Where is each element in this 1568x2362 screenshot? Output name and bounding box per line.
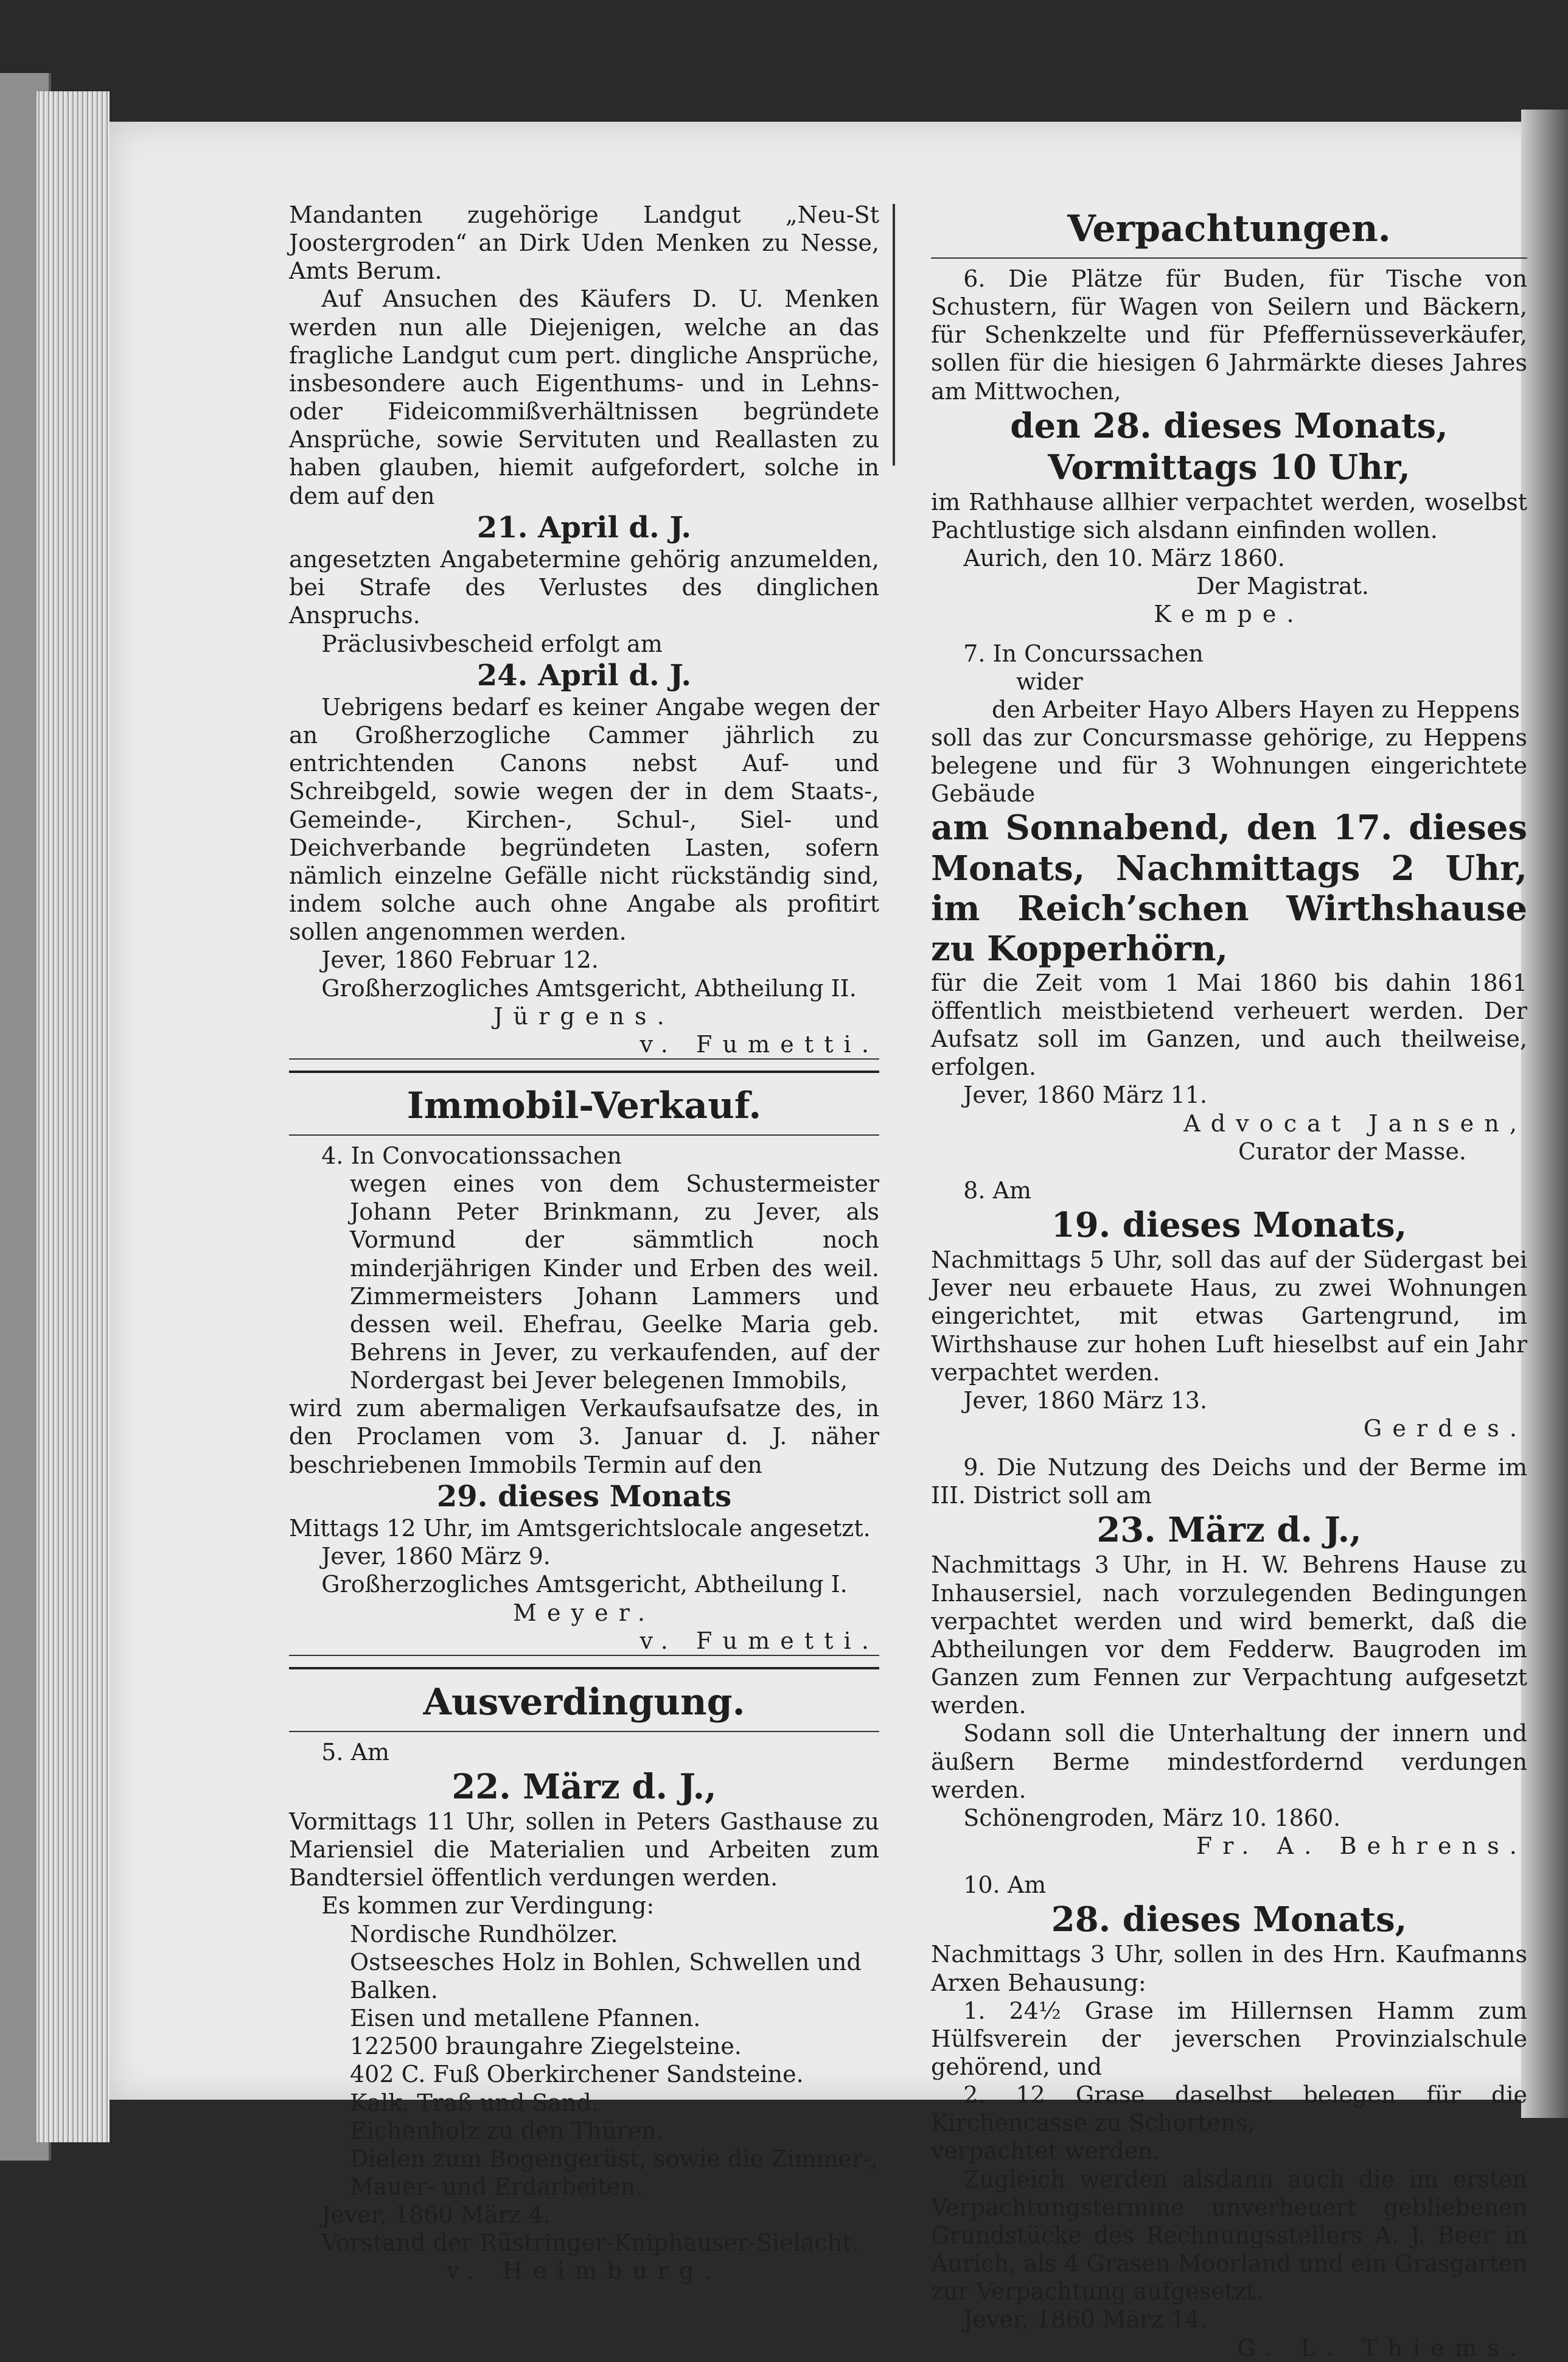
date-heading: 23. März d. J.,: [1096, 1510, 1362, 1551]
paragraph: Auf Ansuchen des Käufers D. U. Menken werden nun alle Diejenigen, welche an das fragliche Landgut cum pert. dingliche Ansprüche, insbesondere auch Eigenthums- und in Lehns- oder Fideicommißverhältnissen begründete Ansprüche, sowie Servituten und Reallasten zu haben glauben, hiemit aufgefordert, solche in dem auf den: [289, 285, 879, 509]
paragraph: wider: [1016, 668, 1083, 695]
paragraph: Sodann soll die Unterhaltung der innern und äußern Berme mindestfordernd verdungen werden.: [931, 1720, 1527, 1803]
paragraph: angesetzten Angabetermine gehörig anzumelden, bei Strafe des Verlustes des dinglichen Anspruchs.: [289, 546, 879, 629]
list-item: Dielen zum Bogengerüst, sowie die Zimmer-, Mauer- und Erdarbeiten.: [350, 2145, 879, 2200]
paragraph: verpachtet werden.: [931, 2137, 1160, 2165]
materials-list: [289, 1920, 879, 2201]
section-heading: Ausverdingung.: [423, 1680, 745, 1724]
paragraph: 7. In Concurssachen: [963, 640, 1204, 667]
signature: v. Fumetti.: [289, 1030, 879, 1060]
paragraph: Es kommen zur Verdingung:: [321, 1892, 655, 1920]
time-heading: Vormittags 10 Uhr,: [1048, 447, 1410, 487]
date-heading: 29. dieses Monats: [436, 1479, 732, 1514]
paragraph: den Arbeiter Hayo Albers Hayen zu Heppens: [992, 696, 1520, 723]
place-date: Jever, 1860 März 9.: [321, 1543, 551, 1570]
paragraph: wird zum abermaligen Verkaufsaufsatze des, in den Proclamen vom 3. Januar d. J. näher beschriebenen Immobils Termin auf den: [289, 1395, 879, 1478]
place-date: Jever, 1860 März 11.: [963, 1081, 1208, 1109]
heading-rule: [931, 257, 1527, 259]
heading-rule: [289, 1134, 879, 1136]
column-divider: [893, 204, 895, 466]
auction-heading: am Sonnabend, den 17. dieses Monats, Nachmittags 2 Uhr, im Reich’schen Wirthshause zu Kopperhörn,: [931, 808, 1527, 969]
date-heading: 28. dieses Monats,: [1051, 1899, 1407, 1940]
signature: v. Heimburg.: [446, 2257, 722, 2285]
date-heading: 19. dieses Monats,: [1051, 1205, 1407, 1246]
paragraph: Mandanten zugehörige Landgut „Neu-St Joostergroden“ an Dirk Uden Menken zu Nesse, Amts Berum.: [289, 201, 879, 285]
list-item: Kalk, Traß und Sand.: [350, 2089, 599, 2116]
authority: Großherzogliches Amtsgericht, Abtheilung II.: [321, 974, 857, 1002]
paragraph: Zugleich werden alsdann auch die im ersten Verpachtungstermine unverheuert gebliebenen Grundstücke des Rechnungsstellers A. J. Beer in Aurich, als 4 Grasen Moorland und ein Grasgarten zur Verpachtung aufgesetzt.: [931, 2165, 1527, 2305]
paragraph: Mittags 12 Uhr, im Amtsgerichtslocale angesetzt.: [289, 1515, 871, 1542]
list-item: Eichenholz zu den Thüren.: [350, 2117, 664, 2144]
signature: Meyer.: [512, 1599, 656, 1626]
authority: Der Magistrat.: [1196, 573, 1369, 600]
authority: Vorstand der Rüstringer-Kniphauser-Sielacht.: [321, 2229, 859, 2257]
paragraph: Vormittags 11 Uhr, sollen in Peters Gasthause zu Mariensiel die Materialien und Arbeiten zum Bandtersiel öffentlich verdungen werden.: [289, 1808, 879, 1892]
paragraph: Nachmittags 5 Uhr, soll das auf der Südergast bei Jever neu erbauete Haus, zu zwei Wohnungen eingerichtet, mit etwas Gartengrund, im Wirthshause zur hohen Luft hieselbst auf ein Jahr verpachtet werden.: [931, 1246, 1527, 1386]
paragraph: soll das zur Concursmasse gehörige, zu Heppens belegene und für 3 Wohnungen eingerichtete Gebäude: [931, 724, 1527, 808]
section-rule: [289, 1071, 879, 1073]
paragraph: für die Zeit vom 1 Mai 1860 bis dahin 1861 öffentlich meistbietend verheuert werden. Der Aufsatz soll im Ganzen, und auch theilweise, erfolgen.: [931, 969, 1527, 1081]
place-date: Jever, 1860 Februar 12.: [321, 946, 599, 974]
section-rule: [289, 1667, 879, 1669]
place-date: Jever, 1860 März 4.: [321, 2201, 551, 2229]
left-column: [289, 201, 879, 2285]
paragraph: wegen eines von dem Schustermeister Johann Peter Brinkmann, zu Jever, als Vormund der sämmtlich noch minderjährigen Kinder und Erben des weil. Zimmermeisters Johann Lammers und dessen weil. Ehefrau, Geelke Maria geb. Behrens in Jever, zu verkaufenden, auf der Nordergast bei Jever belegenen Immobils,: [350, 1170, 879, 1394]
section-heading: Verpachtungen.: [1067, 208, 1391, 250]
place-date: Schönengroden, März 10. 1860.: [963, 1804, 1341, 1831]
signature: Kempe.: [1154, 601, 1305, 628]
place-date: Aurich, den 10. März 1860.: [963, 545, 1285, 572]
signature: Gerdes.: [1363, 1414, 1527, 1442]
page-edges: [37, 91, 110, 2142]
section-heading: Immobil-Verkauf.: [406, 1085, 762, 1127]
paragraph: Präclusivbescheid erfolgt am: [321, 630, 663, 657]
date-heading: 21. April d. J.: [476, 510, 692, 545]
place-date: Jever, 1860 März 14.: [963, 2306, 1208, 2333]
signature: Fr. A. Behrens.: [1196, 1833, 1527, 1860]
paragraph: Nachmittags 3 Uhr, sollen in des Hrn. Kaufmanns Arxen Behausung:: [931, 1941, 1527, 1996]
place-date: Jever, 1860 März 13.: [963, 1386, 1208, 1414]
right-column: [931, 201, 1527, 2362]
paragraph: 6. Die Plätze für Buden, für Tische von Schustern, für Wagen von Seilern und Bäckern, für Schenkzelte und für Pfeffernüsseverkäufer, sollen für die hiesigen 6 Jahrmärkte dieses Jahres am Mittwochen,: [931, 265, 1527, 405]
paragraph: 5. Am: [321, 1738, 389, 1766]
list-item: Nordische Rundhölzer.: [350, 1920, 618, 1948]
signature: G. L. Thiems.: [1237, 2334, 1527, 2361]
list-item: 2. 12 Grase daselbst belegen für die Kirchencasse zu Schortens,: [931, 2081, 1527, 2137]
gutter-shadow: [1521, 110, 1568, 2118]
paragraph: 9. Die Nutzung des Deichs und der Berme im III. District soll am: [931, 1454, 1527, 1509]
list-item: Eisen und metallene Pfannen.: [350, 2005, 701, 2032]
paragraph: Nachmittags 3 Uhr, in H. W. Behrens Hause zu Inhausersiel, nach vorzulegenden Bedingungen verpachtet werden und wird bemerkt, daß die Abtheilungen vor dem Fedderw. Baugroden im Ganzen zum Fennen zur Verpachtung aufgesetzt werden.: [931, 1551, 1527, 1719]
date-heading: den 28. dieses Monats,: [1010, 405, 1448, 446]
list-item: 1. 24½ Grase im Hillernsen Hamm zum Hülfsverein der jeverschen Provinzialschule gehörend, und: [931, 1997, 1527, 2081]
signature: Jürgens.: [493, 1002, 675, 1030]
signature: v. Fumetti.: [289, 1627, 879, 1656]
list-item: 402 C. Fuß Oberkirchener Sandsteine.: [350, 2061, 804, 2088]
heading-rule: [289, 1731, 879, 1732]
authority: Großherzogliches Amtsgericht, Abtheilung I.: [321, 1571, 848, 1598]
paragraph: 8. Am: [963, 1176, 1031, 1204]
paragraph: Uebrigens bedarf es keiner Angabe wegen der an Großherzogliche Cammer jährlich zu entrichtenden Canons nebst Auf- und Schreibgeld, sowie wegen der in dem Staats-, Gemeinde-, Kirchen-, Schul-, Siel- und Deichverbande begründeten Lasten, sofern nämlich einzelne Gefälle nicht rückständig sind, indem solche auch ohne Angabe als profitirt sollen angenommen werden.: [289, 693, 879, 946]
paragraph: im Rathhause allhier verpachtet werden, woselbst Pachtlustige sich alsdann einfinden wollen.: [931, 488, 1527, 543]
list-item: Ostseesches Holz in Bohlen, Schwellen und Balken.: [350, 1948, 862, 2004]
list-item: 122500 braungahre Ziegelsteine.: [350, 2033, 742, 2060]
paragraph: 10. Am: [963, 1871, 1047, 1899]
signature-title: Curator der Masse.: [1238, 1137, 1466, 1165]
date-heading: 24. April d. J.: [476, 658, 692, 693]
signature: Advocat Jansen,: [1183, 1109, 1527, 1137]
paragraph: 4. In Convocationssachen: [321, 1142, 622, 1169]
date-heading: 22. März d. J.,: [451, 1766, 717, 1807]
